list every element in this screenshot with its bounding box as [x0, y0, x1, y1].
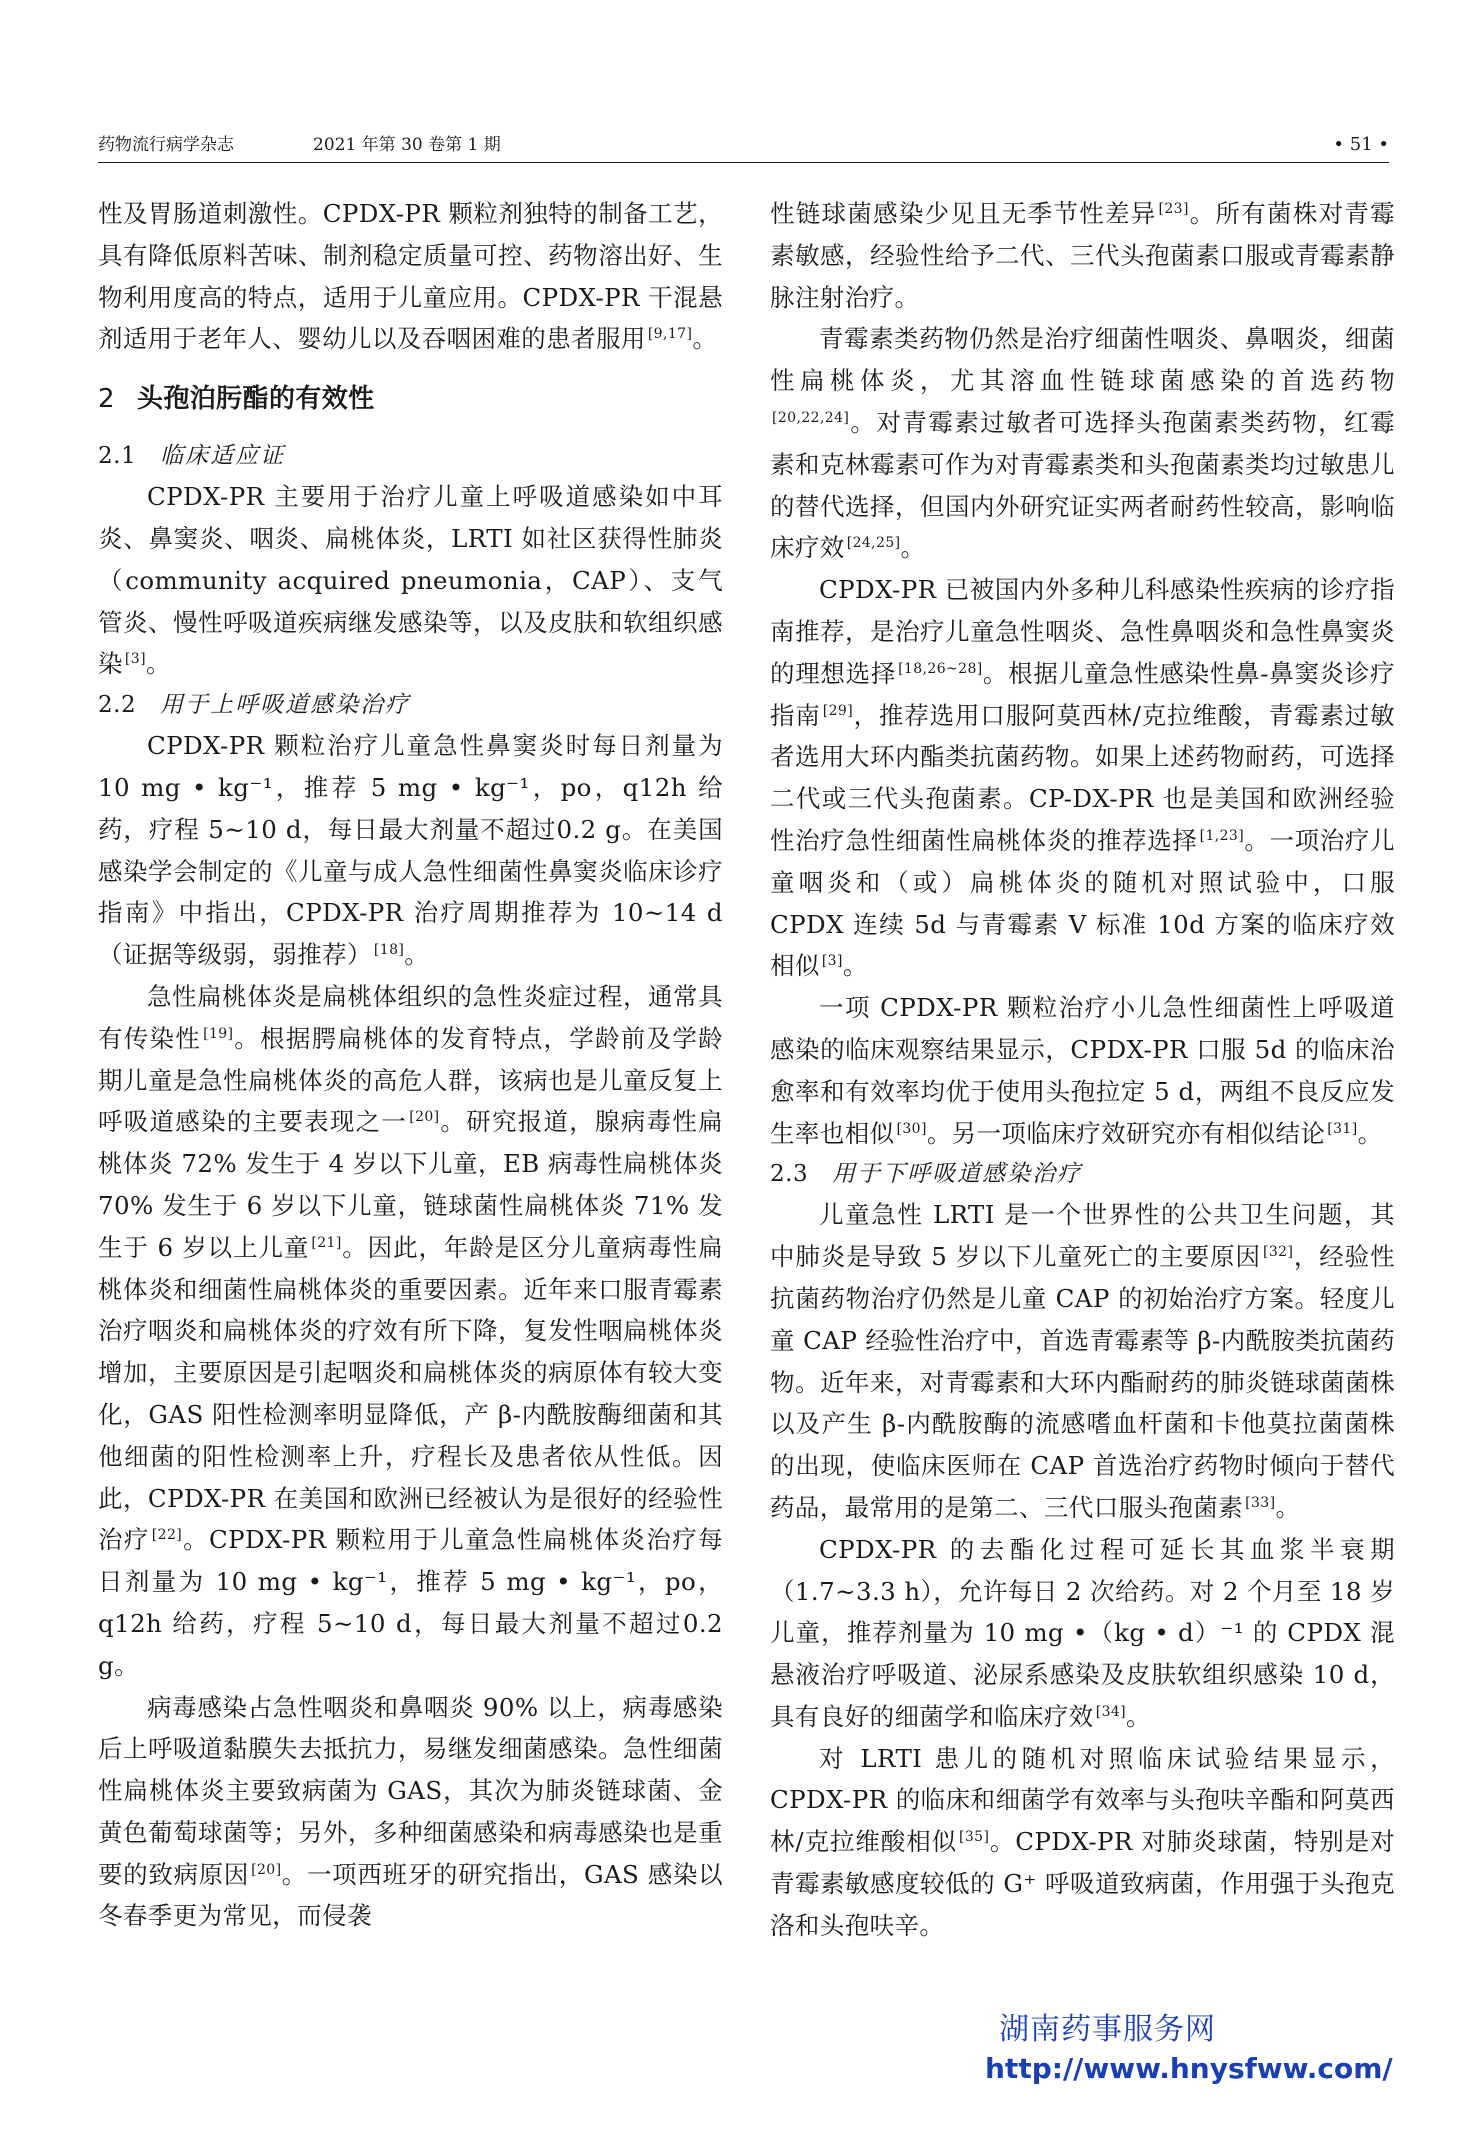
citation[interactable]: [18,26~28]: [898, 660, 983, 677]
citation[interactable]: [35]: [959, 1829, 990, 1846]
paragraph: 性及胃肠道刺激性。CPDX-PR 颗粒剂独特的制备工艺，具有降低原料苦味、制剂稳定质量可控、药物溶出好、生物利用度高的特点，适用于儿童应用。CPDX-PR 干混悬剂适用于老年人、婴幼儿以及吞咽困难的患者服用 [9,17]。: [98, 199, 723, 354]
paragraph: CPDX-PR 颗粒治疗儿童急性鼻窦炎时每日剂量为 10 mg • kg⁻¹，推荐 5 mg • kg⁻¹，po，q12h 给药，疗程 5~10 d，每日最大剂量不超过0.2 g。在美国感染学会制定的《儿童与成人急性细菌性鼻窦炎临床诊疗指南》中指出，CPDX-PR 治疗周期推荐为 10~14 d（证据等级弱，弱推荐） [18]。: [98, 731, 723, 970]
citation[interactable]: [22]: [151, 1527, 183, 1544]
right-column: [770, 193, 1395, 1947]
subsection-heading: 2.1 临床适应证: [98, 443, 286, 470]
watermark-site-name: 湖南药事服务网: [999, 2012, 1216, 2047]
citation[interactable]: [34]: [1095, 1703, 1127, 1720]
subsection-heading: 2.2 用于上呼吸道感染治疗: [98, 692, 411, 719]
paragraph: 一项 CPDX-PR 颗粒治疗小儿急性细菌性上呼吸道感染的临床观察结果显示，CPDX-PR 口服 5d 的临床治愈率和有效率均优于使用头孢拉定 5 d，两组不良反应发生率也相似 [30]。另一项临床疗效研究亦有相似结论 [31]。: [770, 993, 1395, 1148]
section-heading: 2 头孢泊肟酯的有效性: [98, 384, 375, 415]
paragraph: 性链球菌感染少见且无季节性差异 [23]。所有菌株对青霉素敏感，经验性给予二代、三代头孢菌素口服或青霉素静脉注射治疗。: [770, 199, 1395, 312]
citation[interactable]: [31]: [1327, 1120, 1358, 1137]
running-header: [98, 128, 1389, 163]
paragraph: CPDX-PR 主要用于治疗儿童上呼吸道感染如中耳炎、鼻窦炎、咽炎、扁桃体炎，LRTI 如社区获得性肺炎（community acquired pneumonia，CAP）、支气管炎、慢性呼吸道疾病继发感染等，以及皮肤和软组织感染 [3]。: [98, 482, 723, 679]
paragraph: 病毒感染占急性咽炎和鼻咽炎 90% 以上，病毒感染后上呼吸道黏膜失去抵抗力，易继发细菌感染。急性细菌性扁桃体炎主要致病菌为 GAS，其次为肺炎链球菌、金黄色葡萄球菌等；另外，多种细菌感染和病毒感染也是重要的致病原因 [20]。一项西班牙的研究指出，GAS 感染以冬春季更为常见，而侵袭: [98, 1692, 723, 1931]
paragraph: 儿童急性 LRTI 是一个世界性的公共卫生问题，其中肺炎是导致 5 岁以下儿童死亡的主要原因 [32]，经验性抗菌药物治疗仍然是儿童 CAP 的初始治疗方案。轻度儿童 CAP 经验性治疗中，首选青霉素等 β-内酰胺类抗菌药物。近年来，对青霉素和大环内酯耐药的肺炎链球菌菌株以及产生 β-内酰胺酶的流感嗜血杆菌和卡他莫拉菌菌株的出现，使临床医师在 CAP 首选治疗药物时倾向于替代药品，最常用的是第二、三代口服头孢菌素 [33]。: [770, 1200, 1395, 1522]
citation[interactable]: [3]: [124, 651, 146, 668]
citation[interactable]: [19]: [203, 1025, 234, 1042]
journal-name: 药物流行病学杂志: [98, 135, 234, 155]
citation[interactable]: [33]: [1245, 1494, 1276, 1511]
site-watermark: [985, 2010, 1415, 2088]
page-number: • 51 •: [1333, 134, 1389, 155]
paragraph: 急性扁桃体炎是扁桃体组织的急性炎症过程，通常具有传染性 [19]。根据腭扁桃体的发育特点，学龄前及学龄期儿童是急性扁桃体炎的高危人群，该病也是儿童反复上呼吸道感染的主要表现之一 [20]。研究报道，腺病毒性扁桃体炎 72% 发生于 4 岁以下儿童，EB 病毒性扁桃体炎 70% 发生于 6 岁以下儿童，链球菌性扁桃体炎 71% 发生于 6 岁以上儿童 [21]。因此，年龄是区分儿童病毒性扁桃体炎和细菌性扁桃体炎的重要因素。近年来口服青霉素治疗咽炎和扁桃体炎的疗效有所下降，复发性咽扁桃体炎增加，主要原因是引起咽炎和扁桃体炎的病原体有较大变化，GAS 阳性检测率明显降低，产 β-内酰胺酶细菌和其他细菌的阳性检测率上升，疗程长及患者依从性低。因此，CPDX-PR 在美国和欧洲已经被认为是很好的经验性治疗 [22]。CPDX-PR 颗粒用于儿童急性扁桃体炎治疗每日剂量为 10 mg • kg⁻¹，推荐 5 mg • kg⁻¹，po，q12h 给药，疗程 5~10 d，每日最大剂量不超过0.2 g。: [98, 981, 724, 1680]
citation[interactable]: [20]: [251, 1861, 282, 1878]
citation[interactable]: [32]: [1262, 1244, 1294, 1261]
left-column: [98, 193, 723, 1937]
citation[interactable]: [29]: [822, 702, 854, 719]
citation[interactable]: [20,22,24]: [772, 409, 850, 426]
watermark-url-link[interactable]: http://www.hnysfww.com/: [985, 2052, 1393, 2085]
citation[interactable]: [24,25]: [846, 535, 901, 552]
paragraph: 对 LRTI 患儿的随机对照临床试验结果显示，CPDX-PR 的临床和细菌学有效率与头孢呋辛酯和阿莫西林/克拉维酸相似 [35]。CPDX-PR 对肺炎球菌，特别是对青霉素敏感度较低的 G⁺ 呼吸道致病菌，作用强于头孢克洛和头孢呋辛。: [770, 1743, 1395, 1940]
paragraph: CPDX-PR 的去酯化过程可延长其血浆半衰期（1.7~3.3 h），允许每日 2 次给药。对 2 个月至 18 岁儿童，推荐剂量为 10 mg •（kg • d）⁻¹ 的 CPDX 混悬液治疗呼吸道、泌尿系感染及皮肤软组织感染 10 d，具有良好的细菌学和临床疗效 [34]。: [770, 1534, 1395, 1731]
citation[interactable]: [23]: [1158, 201, 1189, 217]
paragraph: 青霉素类药物仍然是治疗细菌性咽炎、鼻咽炎，细菌性扁桃体炎，尤其溶血性链球菌感染的首选药物[20,22,24]。对青霉素过敏者可选择头孢菌素类药物，红霉素和克林霉素可作为对青霉素类和头孢菌素类均过敏患儿的替代选择，但国内外研究证实两者耐药性较高，影响临床疗效 [24,25]。: [770, 324, 1395, 563]
citation[interactable]: [30]: [896, 1120, 927, 1137]
citation[interactable]: [18]: [373, 942, 405, 959]
subsection-heading: 2.3 用于下呼吸道感染治疗: [770, 1161, 1083, 1188]
issue-info: 2021 年第 30 卷第 1 期: [313, 135, 501, 155]
citation[interactable]: [21]: [311, 1234, 342, 1251]
paragraph: CPDX-PR 已被国内外多种儿科感染性疾病的诊疗指南推荐，是治疗儿童急性咽炎、急性鼻咽炎和急性鼻窦炎的理想选择 [18,26~28]。根据儿童急性感染性鼻-鼻窦炎诊疗指南 [29]，推荐选用口服阿莫西林/克拉维酸，青霉素过敏者选用大环内酯类抗菌药物。如果上述药物耐药，可选择二代或三代头孢菌素。CP-DX-PR 也是美国和欧洲经验性治疗急性细菌性扁桃体炎的推荐选择 [1,23]。一项治疗儿童咽炎和（或）扁桃体炎的随机对照试验中，口服 CPDX 连续 5d 与青霉素 V 标准 10d 方案的临床疗效相似 [3]。: [770, 575, 1396, 981]
citation[interactable]: [20]: [409, 1109, 440, 1126]
citation[interactable]: [3]: [821, 953, 843, 970]
citation[interactable]: [1,23]: [1199, 827, 1245, 844]
citation[interactable]: [9,17]: [647, 326, 693, 343]
